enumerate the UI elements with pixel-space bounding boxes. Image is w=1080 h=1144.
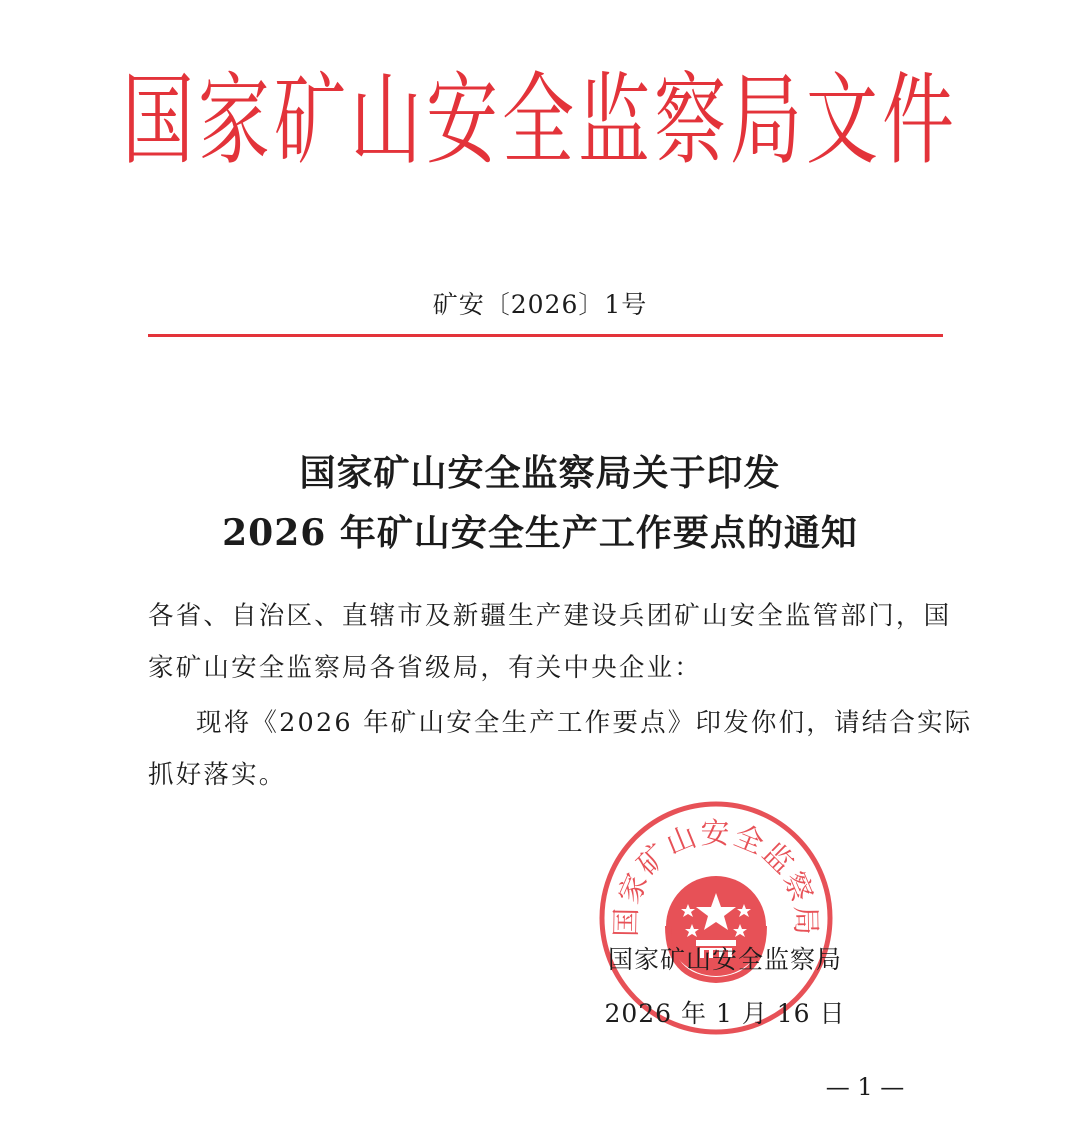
seal-text: 国家矿山安全监察局 bbox=[608, 816, 824, 938]
body-paragraph-line-2: 抓好落实。 bbox=[148, 760, 287, 790]
document-number: 矿安〔2026〕1号 bbox=[432, 290, 648, 319]
issuer-signature: 国家矿山安全监察局 bbox=[607, 945, 842, 974]
page-number: — 1 — bbox=[825, 1073, 905, 1101]
notice-title-line-2: 2026 年矿山安全生产工作要点的通知 bbox=[222, 512, 858, 554]
recipients-line-2: 家矿山安全监察局各省级局，有关中央企业： bbox=[148, 653, 703, 683]
issue-date: 2026 年 1 月 16 日 bbox=[604, 999, 846, 1028]
notice-title-line-1: 国家矿山安全监察局关于印发 bbox=[299, 452, 781, 494]
document-header-title: 国家矿山安全监察局文件 bbox=[121, 62, 958, 178]
recipients-line-1: 各省、自治区、直辖市及新疆生产建设兵团矿山安全监管部门，国 bbox=[148, 601, 952, 631]
red-divider-line bbox=[148, 334, 943, 337]
body-paragraph-line-1: 现将《2026 年矿山安全生产工作要点》印发你们，请结合实际 bbox=[196, 708, 973, 738]
